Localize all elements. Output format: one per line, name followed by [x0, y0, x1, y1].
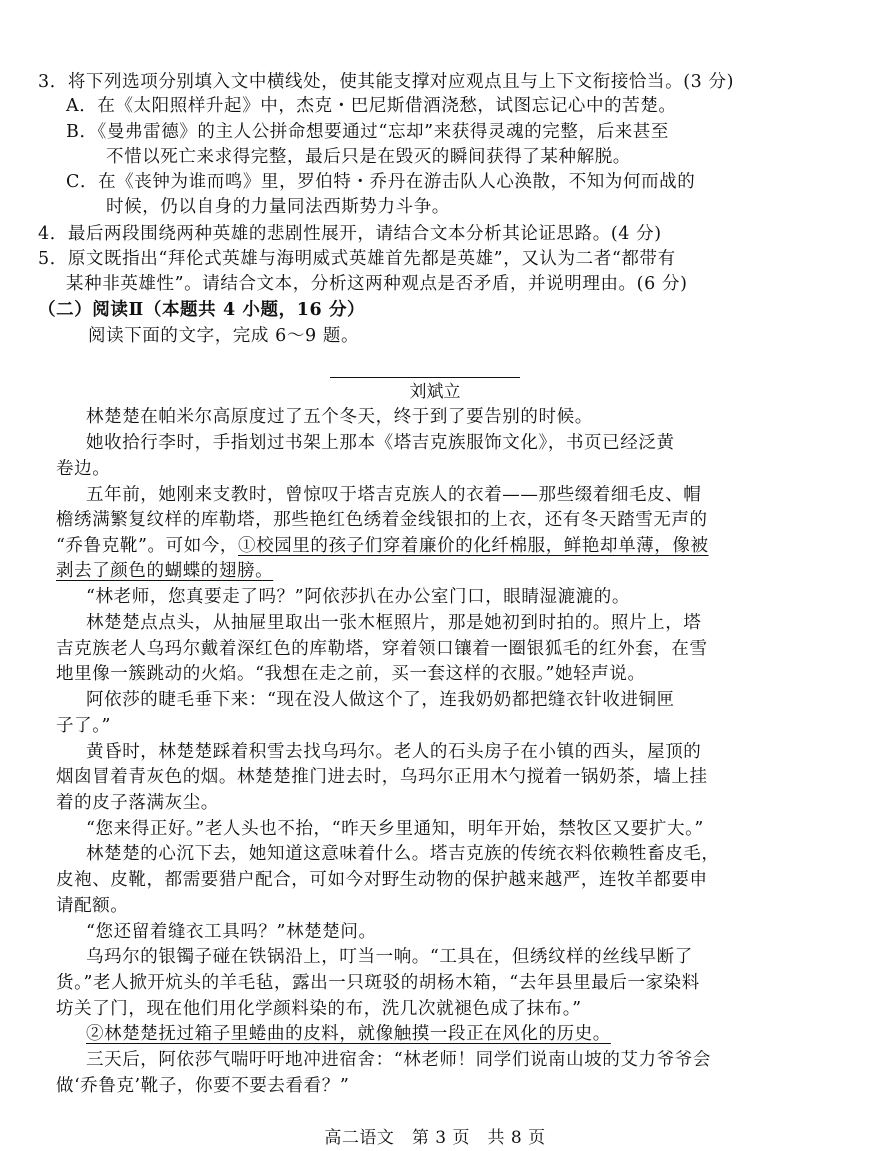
story-line-9: 林楚楚点点头，从抽屉里取出一张木框照片，那是她初到时拍的。照片上，塔 — [86, 613, 702, 633]
question-4: 4．最后两段围绕两种英雄的悲剧性展开，请结合文本分析其论证思路。(4 分) — [38, 224, 662, 244]
story-line-24: 坊关了门，现在他们用化学颜料染的布，洗几次就褪色成了抹布。” — [56, 999, 582, 1019]
story-line-27: 做‘乔鲁克’靴子，你要不要去看看？” — [56, 1076, 350, 1096]
question-3-option-b-line1: B．《曼弗雷德》的主人公拼命想要通过“忘却”来获得灵魂的完整，后来甚至 — [66, 122, 670, 142]
story-author: 刘斌立 — [409, 382, 461, 402]
page-footer: 高二语文 第 3 页 共 8 页 — [324, 1128, 546, 1148]
story-line-11: 地里像一簇跳动的火焰。“我想在走之前，买一套这样的衣服。”她轻声说。 — [56, 664, 646, 684]
story-line-16: 着的皮子落满灰尘。 — [56, 793, 219, 813]
story-line-5: 檐绣满繁复纹样的库勒塔，那些艳红色绣着金线银扣的上衣，还有冬天踏雪无声的 — [56, 510, 708, 530]
underlined-sentence-1-start: ①校园里的孩子们穿着廉价的化纤棉服，鲜艳却单薄，像被 — [238, 536, 709, 556]
story-line-26: 三天后，阿依莎气喘吁吁地冲进宿舍：“林老师！同学们说南山坡的艾力爷爷会 — [86, 1050, 711, 1070]
story-line-21: “您还留着缝衣工具吗？”林楚楚问。 — [86, 922, 377, 942]
story-line-13: 子了。” — [56, 716, 112, 736]
story-title-blank — [330, 377, 520, 378]
story-line-17: “您来得正好。”老人头也不抬，“昨天乡里通知，明年开始，禁牧区又要扩大。” — [86, 819, 704, 839]
question-5-line1: 5．原文既指出“拜伦式英雄与海明威式英雄首先都是英雄”，又认为二者“都带有 — [38, 249, 676, 269]
question-5-line2: 某种非英雄性”。请结合文本，分析这两种观点是否矛盾，并说明理由。(6 分) — [66, 274, 688, 294]
story-line-4: 五年前，她刚来支教时，曾惊叹于塔吉克族人的衣着——那些缀着细毛皮、帽 — [86, 485, 702, 505]
question-3-option-b-line2: 不惜以死亡来求得完整，最后只是在毁灭的瞬间获得了某种解脱。 — [106, 147, 631, 167]
section-title: （二）阅读Ⅱ（本题共 4 小题，16 分） — [38, 300, 366, 320]
underlined-sentence-2: ②林楚楚抚过箱子里蜷曲的皮料，就像触摸一段正在风化的历史。 — [86, 1024, 611, 1044]
story-line-15: 烟囱冒着青灰色的烟。林楚楚推门进去时，乌玛尔正用木勺搅着一锅奶茶，墙上挂 — [56, 767, 708, 787]
story-line-3: 卷边。 — [56, 459, 111, 479]
story-line-12: 阿依莎的睫毛垂下来：“现在没人做这个了，连我奶奶都把缝衣针收进铜匣 — [86, 690, 675, 710]
story-line-1: 林楚楚在帕米尔高原度过了五个冬天，终于到了要告别的时候。 — [86, 407, 593, 427]
section-instruction: 阅读下面的文字，完成 6～9 题。 — [88, 326, 360, 346]
story-line-6-plain: “乔鲁克靴”。可如今， — [56, 536, 238, 556]
question-3-stem: 3．将下列选项分别填入文中横线处，使其能支撑对应观点且与上下文衔接恰当。(3 分) — [38, 72, 735, 92]
story-line-14: 黄昏时，林楚楚踩着积雪去找乌玛尔。老人的石头房子在小镇的西头，屋顶的 — [86, 742, 702, 762]
story-line-23: 货。”老人掀开炕头的羊毛毡，露出一只斑驳的胡杨木箱，“去年县里最后一家染料 — [56, 973, 700, 993]
story-line-2: 她收拾行李时，手指划过书架上那本《塔吉克族服饰文化》，书页已经泛黄 — [86, 433, 675, 453]
story-line-6 — [56, 534, 709, 558]
story-line-18: 林楚楚的心沉下去，她知道这意味着什么。塔吉克族的传统衣料依赖牲畜皮毛， — [86, 844, 720, 864]
story-line-10: 吉克族老人乌玛尔戴着深红色的库勒塔，穿着领口镶着一圈银狐毛的红外套，在雪 — [56, 639, 708, 659]
story-line-8: “林老师，您真要走了吗？”阿依莎扒在办公室门口，眼睛湿漉漉的。 — [86, 587, 630, 607]
story-line-22: 乌玛尔的银镯子碰在铁锅沿上，叮当一响。“工具在，但绣纹样的丝线早断了 — [86, 947, 693, 967]
question-3-option-c-line1: C．在《丧钟为谁而鸣》里，罗伯特・乔丹在游击队人心涣散，不知为何而战的 — [66, 172, 696, 192]
underlined-sentence-1-end: 剥去了颜色的蝴蝶的翅膀。 — [56, 561, 274, 581]
story-line-19: 皮袍、皮靴，都需要猎户配合，可如今对野生动物的保护越来越严，连牧羊都要申 — [56, 870, 708, 890]
question-3-option-c-line2: 时候，仍以自身的力量同法西斯势力斗争。 — [106, 197, 450, 217]
question-3-option-a: A．在《太阳照样升起》中，杰克・巴尼斯借酒浇愁，试图忘记心中的苦楚。 — [66, 96, 677, 116]
story-line-20: 请配额。 — [56, 896, 129, 916]
